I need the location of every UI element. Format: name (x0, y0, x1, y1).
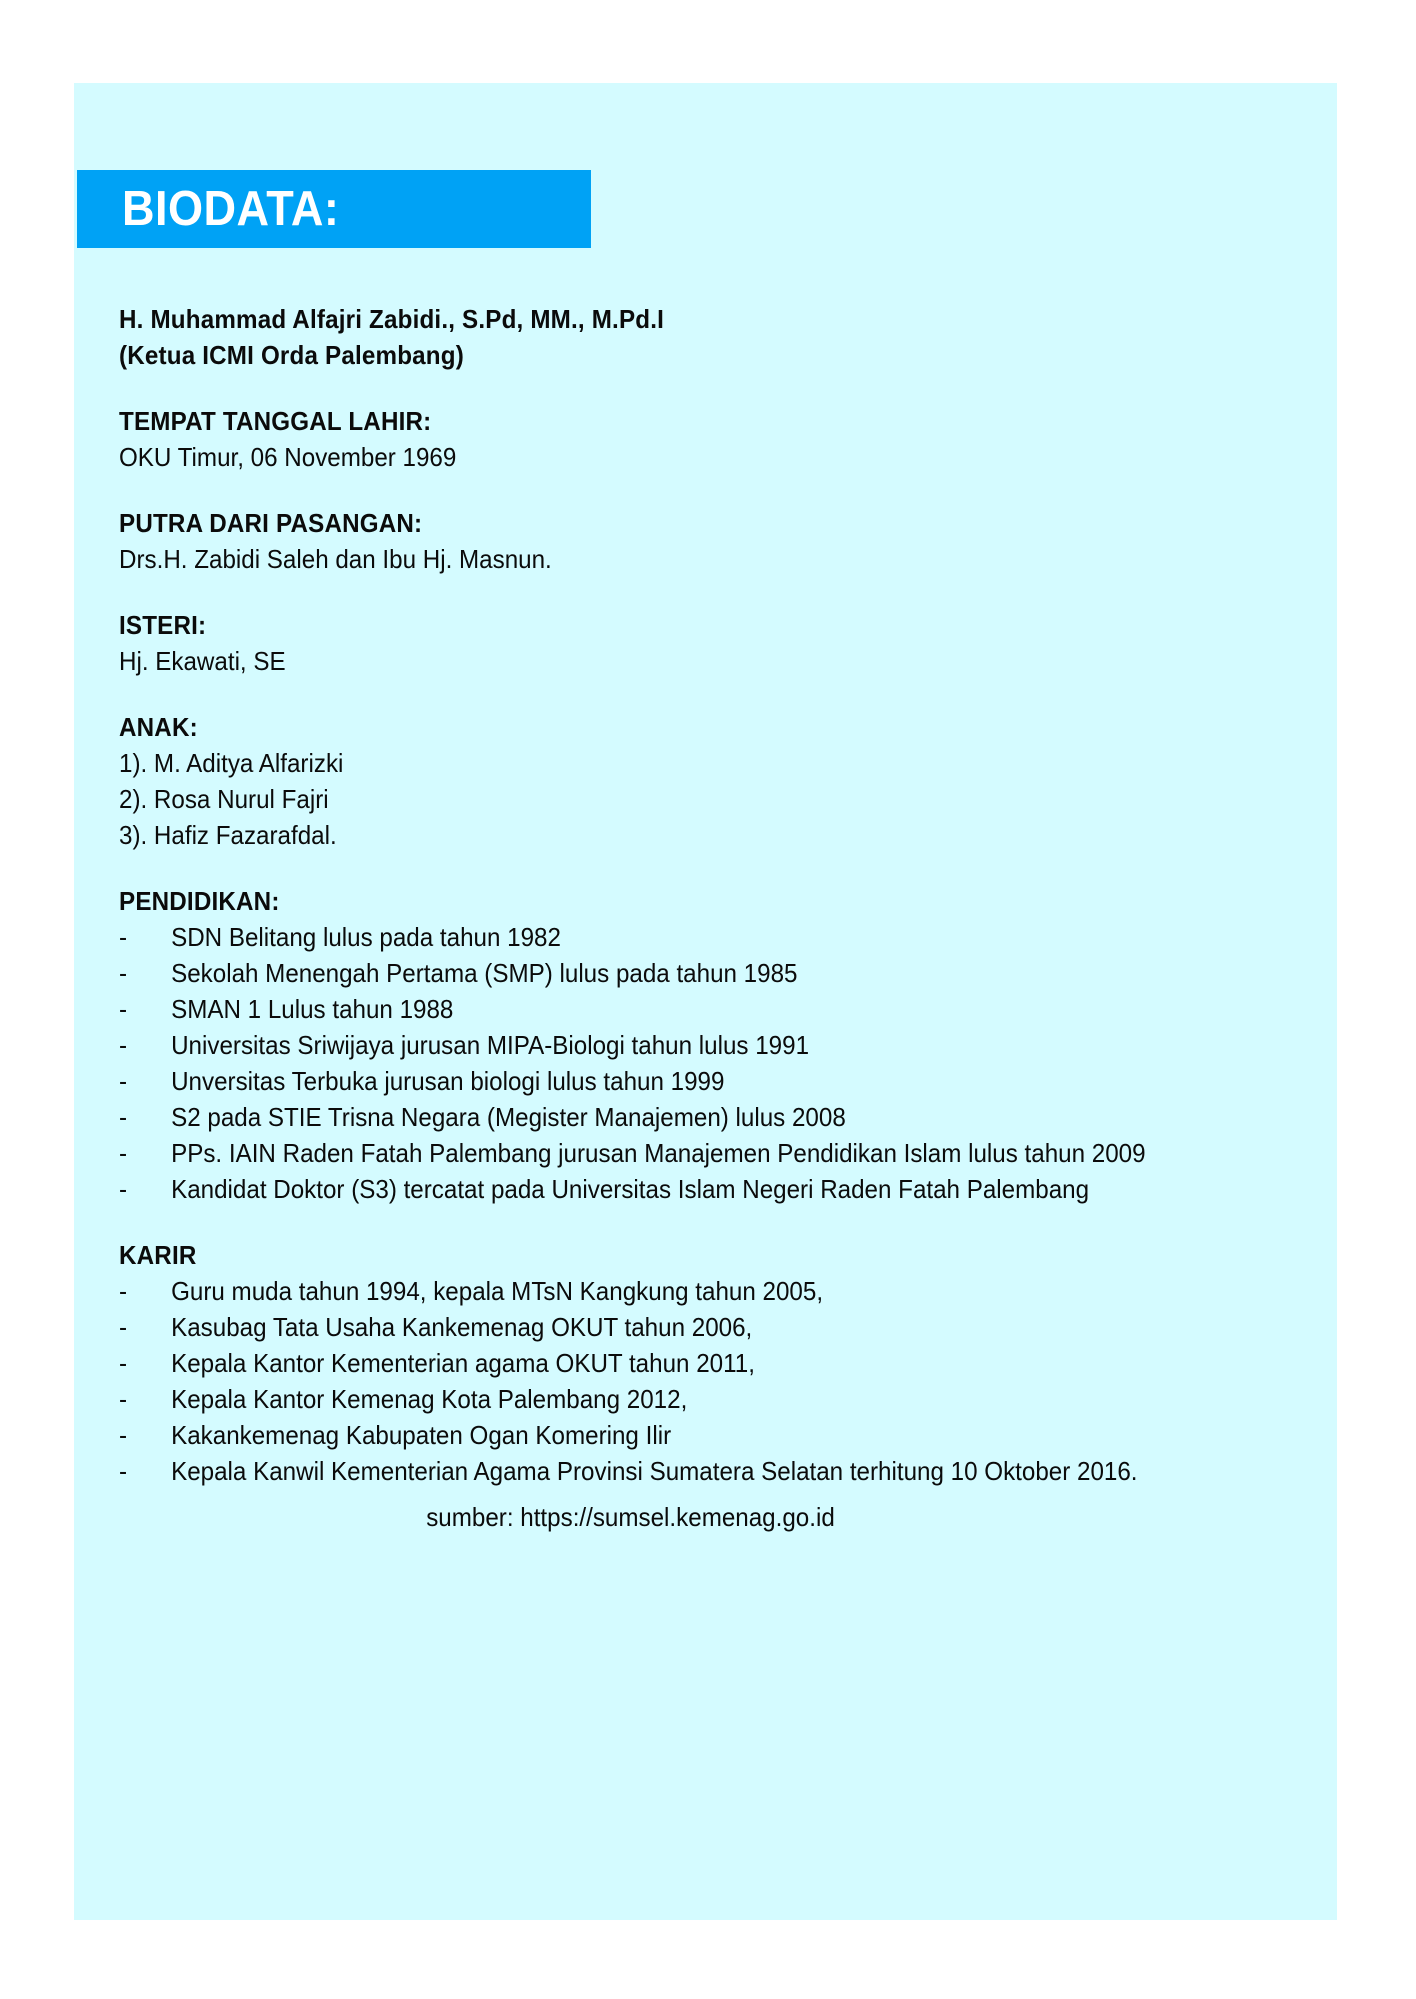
list-item-label: SMAN 1 Lulus tahun 1988 (171, 994, 454, 1024)
list-item-label: Universitas Sriwijaya jurusan MIPA-Biologi tahun lulus 1991 (171, 1030, 810, 1060)
list-item-label: SDN Belitang lulus pada tahun 1982 (171, 922, 561, 952)
spacer (119, 1207, 1279, 1237)
list-item (119, 1063, 1277, 1099)
list-item-label: Unversitas Terbuka jurusan biologi lulus tahun 1999 (171, 1066, 725, 1096)
bullet-dash: - (119, 1384, 128, 1414)
parents-value: Drs.H. Zabidi Saleh dan Ibu Hj. Masnun. (119, 544, 552, 574)
bullet-dash: - (119, 1420, 128, 1450)
list-item-label: PPs. IAIN Raden Fatah Palembang jurusan Manajemen Pendidikan Islam lulus tahun 2009 (171, 1138, 1146, 1168)
children-heading: ANAK: (119, 712, 198, 742)
list-item-label: Kandidat Doktor (S3) tercatat pada Universitas Islam Negeri Raden Fatah Palembang (171, 1174, 1090, 1204)
list-item-label: Guru muda tahun 1994, kepala MTsN Kangkung tahun 2005, (171, 1276, 824, 1306)
bullet-dash: - (119, 1456, 128, 1486)
list-item-label: Kakankemenag Kabupaten Ogan Komering Ilir (171, 1420, 672, 1450)
list-item (119, 955, 1277, 991)
birth-heading: TEMPAT TANGGAL LAHIR: (119, 406, 432, 436)
list-item-label: Kepala Kantor Kementerian agama OKUT tahun 2011, (171, 1348, 755, 1378)
bullet-dash: - (119, 1102, 128, 1132)
bullet-dash: - (119, 958, 128, 988)
bullet-dash: - (119, 1030, 128, 1060)
career-heading: KARIR (119, 1240, 197, 1270)
list-item-label: Sekolah Menengah Pertama (SMP) lulus pada tahun 1985 (171, 958, 798, 988)
person-role: (Ketua ICMI Orda Palembang) (119, 340, 464, 370)
bullet-dash: - (119, 994, 128, 1024)
spacer (119, 475, 1279, 505)
biodata-title-bar (77, 170, 591, 248)
list-item (119, 1027, 1277, 1063)
bullet-dash: - (119, 1066, 128, 1096)
list-item (119, 1273, 1277, 1309)
list-item (119, 1417, 1277, 1453)
birth-value: OKU Timur, 06 November 1969 (119, 442, 457, 472)
list-item-label: Kepala Kanwil Kementerian Agama Provinsi Sumatera Selatan terhitung 10 Oktober 2016. (171, 1456, 1138, 1486)
list-item: 2). Rosa Nurul Fajri (119, 784, 329, 814)
list-item (119, 1135, 1277, 1171)
list-item: 1). M. Aditya Alfarizki (119, 748, 344, 778)
spacer (119, 577, 1279, 607)
list-item-label: S2 pada STIE Trisna Negara (Megister Manajemen) lulus 2008 (171, 1102, 846, 1132)
bullet-dash: - (119, 922, 128, 952)
list-item: 3). Hafiz Fazarafdal. (119, 820, 337, 850)
wife-value: Hj. Ekawati, SE (119, 646, 286, 676)
list-item (119, 1345, 1277, 1381)
bullet-dash: - (119, 1348, 128, 1378)
list-item-label: Kepala Kantor Kemenag Kota Palembang 2012, (171, 1384, 688, 1414)
list-item (119, 1099, 1277, 1135)
list-item (119, 919, 1277, 955)
biodata-panel (74, 83, 1337, 1920)
list-item (119, 1381, 1277, 1417)
spacer (119, 679, 1279, 709)
list-item (119, 1171, 1277, 1207)
list-item (119, 991, 1277, 1027)
page-title: BIODATA: (122, 182, 340, 236)
wife-heading: ISTERI: (119, 610, 207, 640)
bullet-dash: - (119, 1312, 128, 1342)
bullet-dash: - (119, 1174, 128, 1204)
spacer (119, 853, 1279, 883)
education-heading: PENDIDIKAN: (119, 886, 280, 916)
person-name: H. Muhammad Alfajri Zabidi., S.Pd, MM., M.Pd.I (119, 304, 665, 334)
spacer (119, 373, 1279, 403)
biodata-content (119, 301, 1279, 1535)
bullet-dash: - (119, 1276, 128, 1306)
list-item-label: Kasubag Tata Usaha Kankemenag OKUT tahun 2006, (171, 1312, 753, 1342)
list-item (119, 1453, 1277, 1489)
parents-heading: PUTRA DARI PASANGAN: (119, 508, 423, 538)
list-item (119, 1309, 1277, 1345)
source-citation: sumber: https://sumsel.kemenag.go.id (426, 1502, 835, 1532)
bullet-dash: - (119, 1138, 128, 1168)
